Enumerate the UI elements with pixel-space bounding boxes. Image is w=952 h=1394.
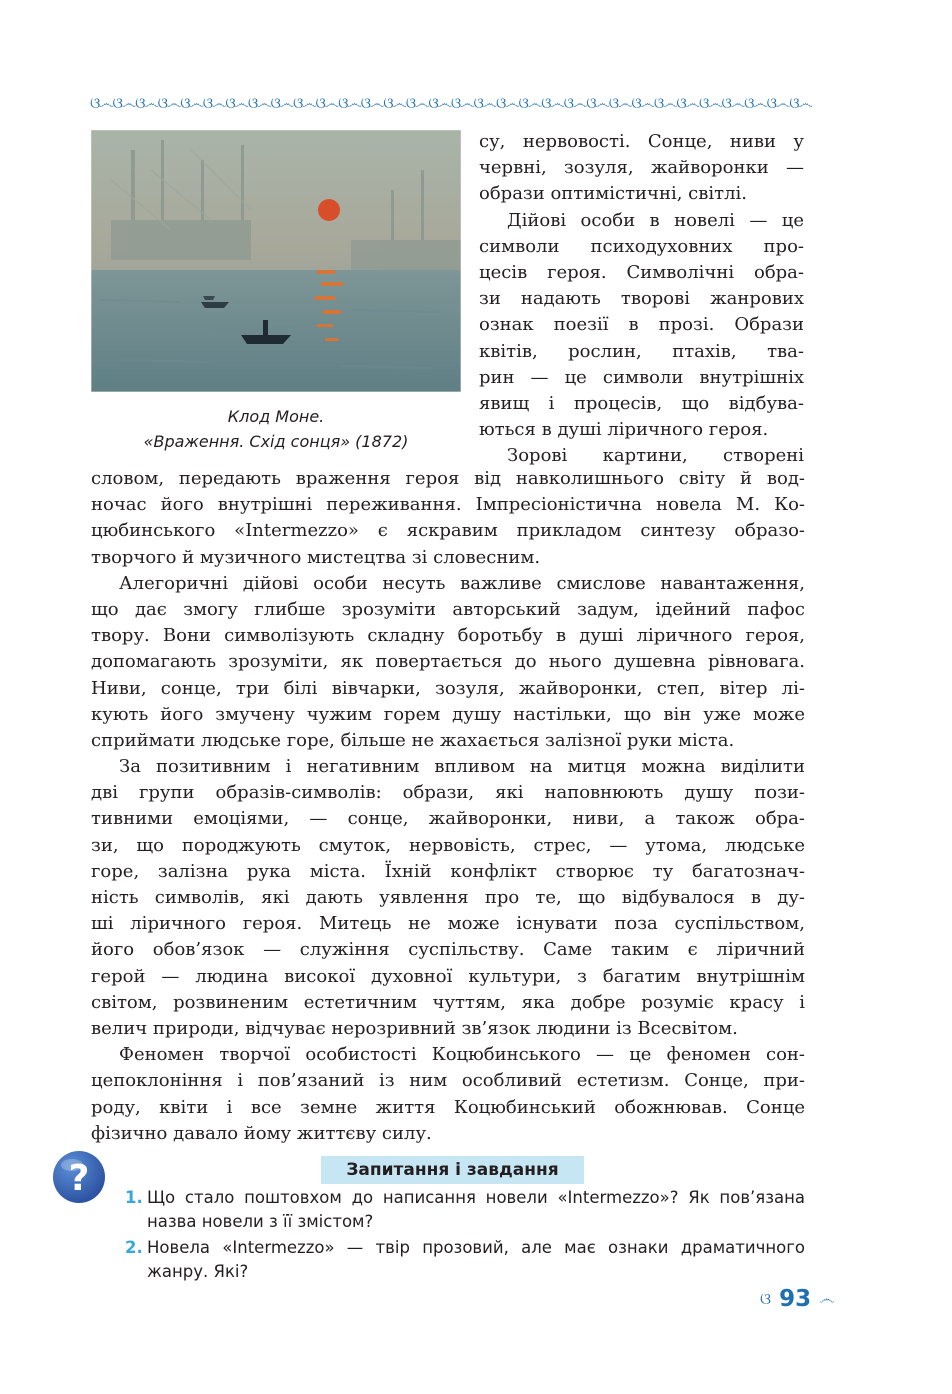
question-mark-icon xyxy=(52,1150,106,1204)
text-line: Зорові картини, створені xyxy=(507,445,804,467)
text-line: творчого й музичного мистецтва зі словесним. xyxy=(91,546,541,568)
text-line: Феномен творчої особистості Коцюбинського — це феномен сон- xyxy=(119,1044,805,1066)
text-line: дві групи образів-символів: образи, які наповнюють душу пози- xyxy=(91,782,805,804)
text-line: велич природи, відчуває нерозривний зв’язок людини із Всесвітом. xyxy=(91,1017,738,1039)
text-line: тивними емоціями, — сонце, жайворонки, ниви, а також обра- xyxy=(91,808,805,830)
caption-title: «Враження. Схід сонця» (1872) xyxy=(143,432,409,451)
text-line: що дає змогу глибше зрозуміти авторський задум, ідейний пафос xyxy=(91,598,805,620)
header-ornament: ଓ෴ଓ෴ଓ෴ଓ෴ଓ෴ଓ෴ଓ෴ଓ෴ଓ෴ଓ෴ଓ෴ଓ෴ଓ෴ଓ෴ଓ෴ଓ෴ଓ෴ଓ෴ଓ෴ଓ෴ଓ෴ଓ෴ଓ෴ଓ෴ଓ෴ଓ෴ଓ෴ଓ෴ଓ෴ଓ෴ଓ෴ଓ෴ xyxy=(90,94,812,112)
side-text-column xyxy=(479,129,804,469)
text-line: цепоклоніння і пов’язаний із ним особливий естетизм. Сонце, при- xyxy=(91,1070,805,1092)
question-number: 1. xyxy=(125,1188,143,1207)
text-line: За позитивним і негативним впливом на митця можна виділити xyxy=(119,756,805,778)
main-text-column xyxy=(91,466,805,1147)
questions-heading: Запитання і завдання xyxy=(346,1160,559,1180)
questions-list xyxy=(125,1186,805,1286)
text-line: герой — людина високої духовної культури, з багатим внутрішнім xyxy=(91,965,805,987)
text-line: образи оптимістичні, світлі. xyxy=(479,183,747,205)
text-line: квітів, рослин, птахів, тва- xyxy=(479,340,804,362)
text-line: ються в душі ліричного героя. xyxy=(479,419,769,441)
text-line: ознак поезії в прозі. Образи xyxy=(479,314,804,336)
text-line: ність символів, які дають уявлення про те, що відбувалося в ду- xyxy=(91,887,805,908)
text-line: явищ і процесів, що відбува- xyxy=(479,392,804,414)
text-line: сприймати людське горе, більше не жахається залізної руки міста. xyxy=(91,729,735,751)
text-line: ночас його внутрішні переживання. Імпресіоністична новела М. Ко- xyxy=(91,494,805,516)
text-line: ші ліричного героя. Митець не може існувати поза суспільством, xyxy=(91,913,805,935)
text-line: зи, що породжують смуток, нервовість, стрес, — утома, людське xyxy=(91,834,805,856)
text-line: рин — це символи внутрішніх xyxy=(479,366,804,388)
figure-caption xyxy=(91,404,461,454)
text-line: словом, передають враження героя від навколишнього світу й вод- xyxy=(91,468,805,489)
svg-text:?: ? xyxy=(68,1158,90,1199)
text-line: його обов’язок — служіння суспільству. Саме таким є ліричний xyxy=(91,939,805,961)
page-number-block xyxy=(760,1286,850,1316)
text-line: символи психодуховних про- xyxy=(479,235,804,257)
text-line: цесів героя. Символічні обра- xyxy=(479,261,804,283)
question-number: 2. xyxy=(125,1238,143,1257)
text-line: зи надають творові жанрових xyxy=(479,288,804,310)
footer-ornament-left: ଓ xyxy=(760,1289,772,1308)
text-line: горе, залізна рука міста. Їхній конфлікт створює ту багатознач- xyxy=(91,860,805,882)
text-line: фізично давало йому життєву силу. xyxy=(91,1122,432,1144)
question-item xyxy=(125,1236,805,1284)
text-line: су, нервовості. Сонце, ниви у xyxy=(479,131,804,152)
caption-author: Клод Моне. xyxy=(227,407,325,426)
text-line: допомагають зрозуміти, як повертається до нього душевна рівновага. xyxy=(91,651,805,673)
page-number: 93 xyxy=(779,1286,812,1312)
text-line: твору. Вони символізують складну боротьбу в душі ліричного героя, xyxy=(91,625,805,647)
footer-ornament-right: ෴ xyxy=(819,1289,835,1308)
text-line: роду, квіти і все земне життя Коцюбинський обожнював. Сонце xyxy=(91,1096,805,1118)
text-line: Алегоричні дійові особи несуть важливе смислове навантаження, xyxy=(119,572,805,594)
text-line: Дійові особи в новелі — це xyxy=(507,209,804,231)
text-line: Ниви, сонце, три білі вівчарки, зозуля, жайворонки, степ, вітер лі- xyxy=(91,677,805,699)
question-text: Новела «Intermezzo» — твір прозовий, але має ознаки драматичного жанру. Які? xyxy=(147,1238,805,1281)
text-line: червні, зозуля, жайворонки — xyxy=(479,157,804,179)
painting-svg xyxy=(91,130,461,392)
question-text: Що стало поштовхом до написання новели «Intermezzo»? Як пов’язана назва новели з її змістом? xyxy=(147,1188,805,1231)
text-line: цюбинського «Intermezzo» є яскравим прикладом синтезу образо- xyxy=(91,520,805,542)
question-item xyxy=(125,1186,805,1234)
text-line: світом, розвиненим естетичним чуттям, яка добре розуміє красу і xyxy=(91,991,805,1013)
questions-heading-box xyxy=(321,1156,584,1184)
painting-image xyxy=(91,130,461,392)
text-line: кують його змучену чужим горем душу настільки, що він уже може xyxy=(91,703,805,725)
